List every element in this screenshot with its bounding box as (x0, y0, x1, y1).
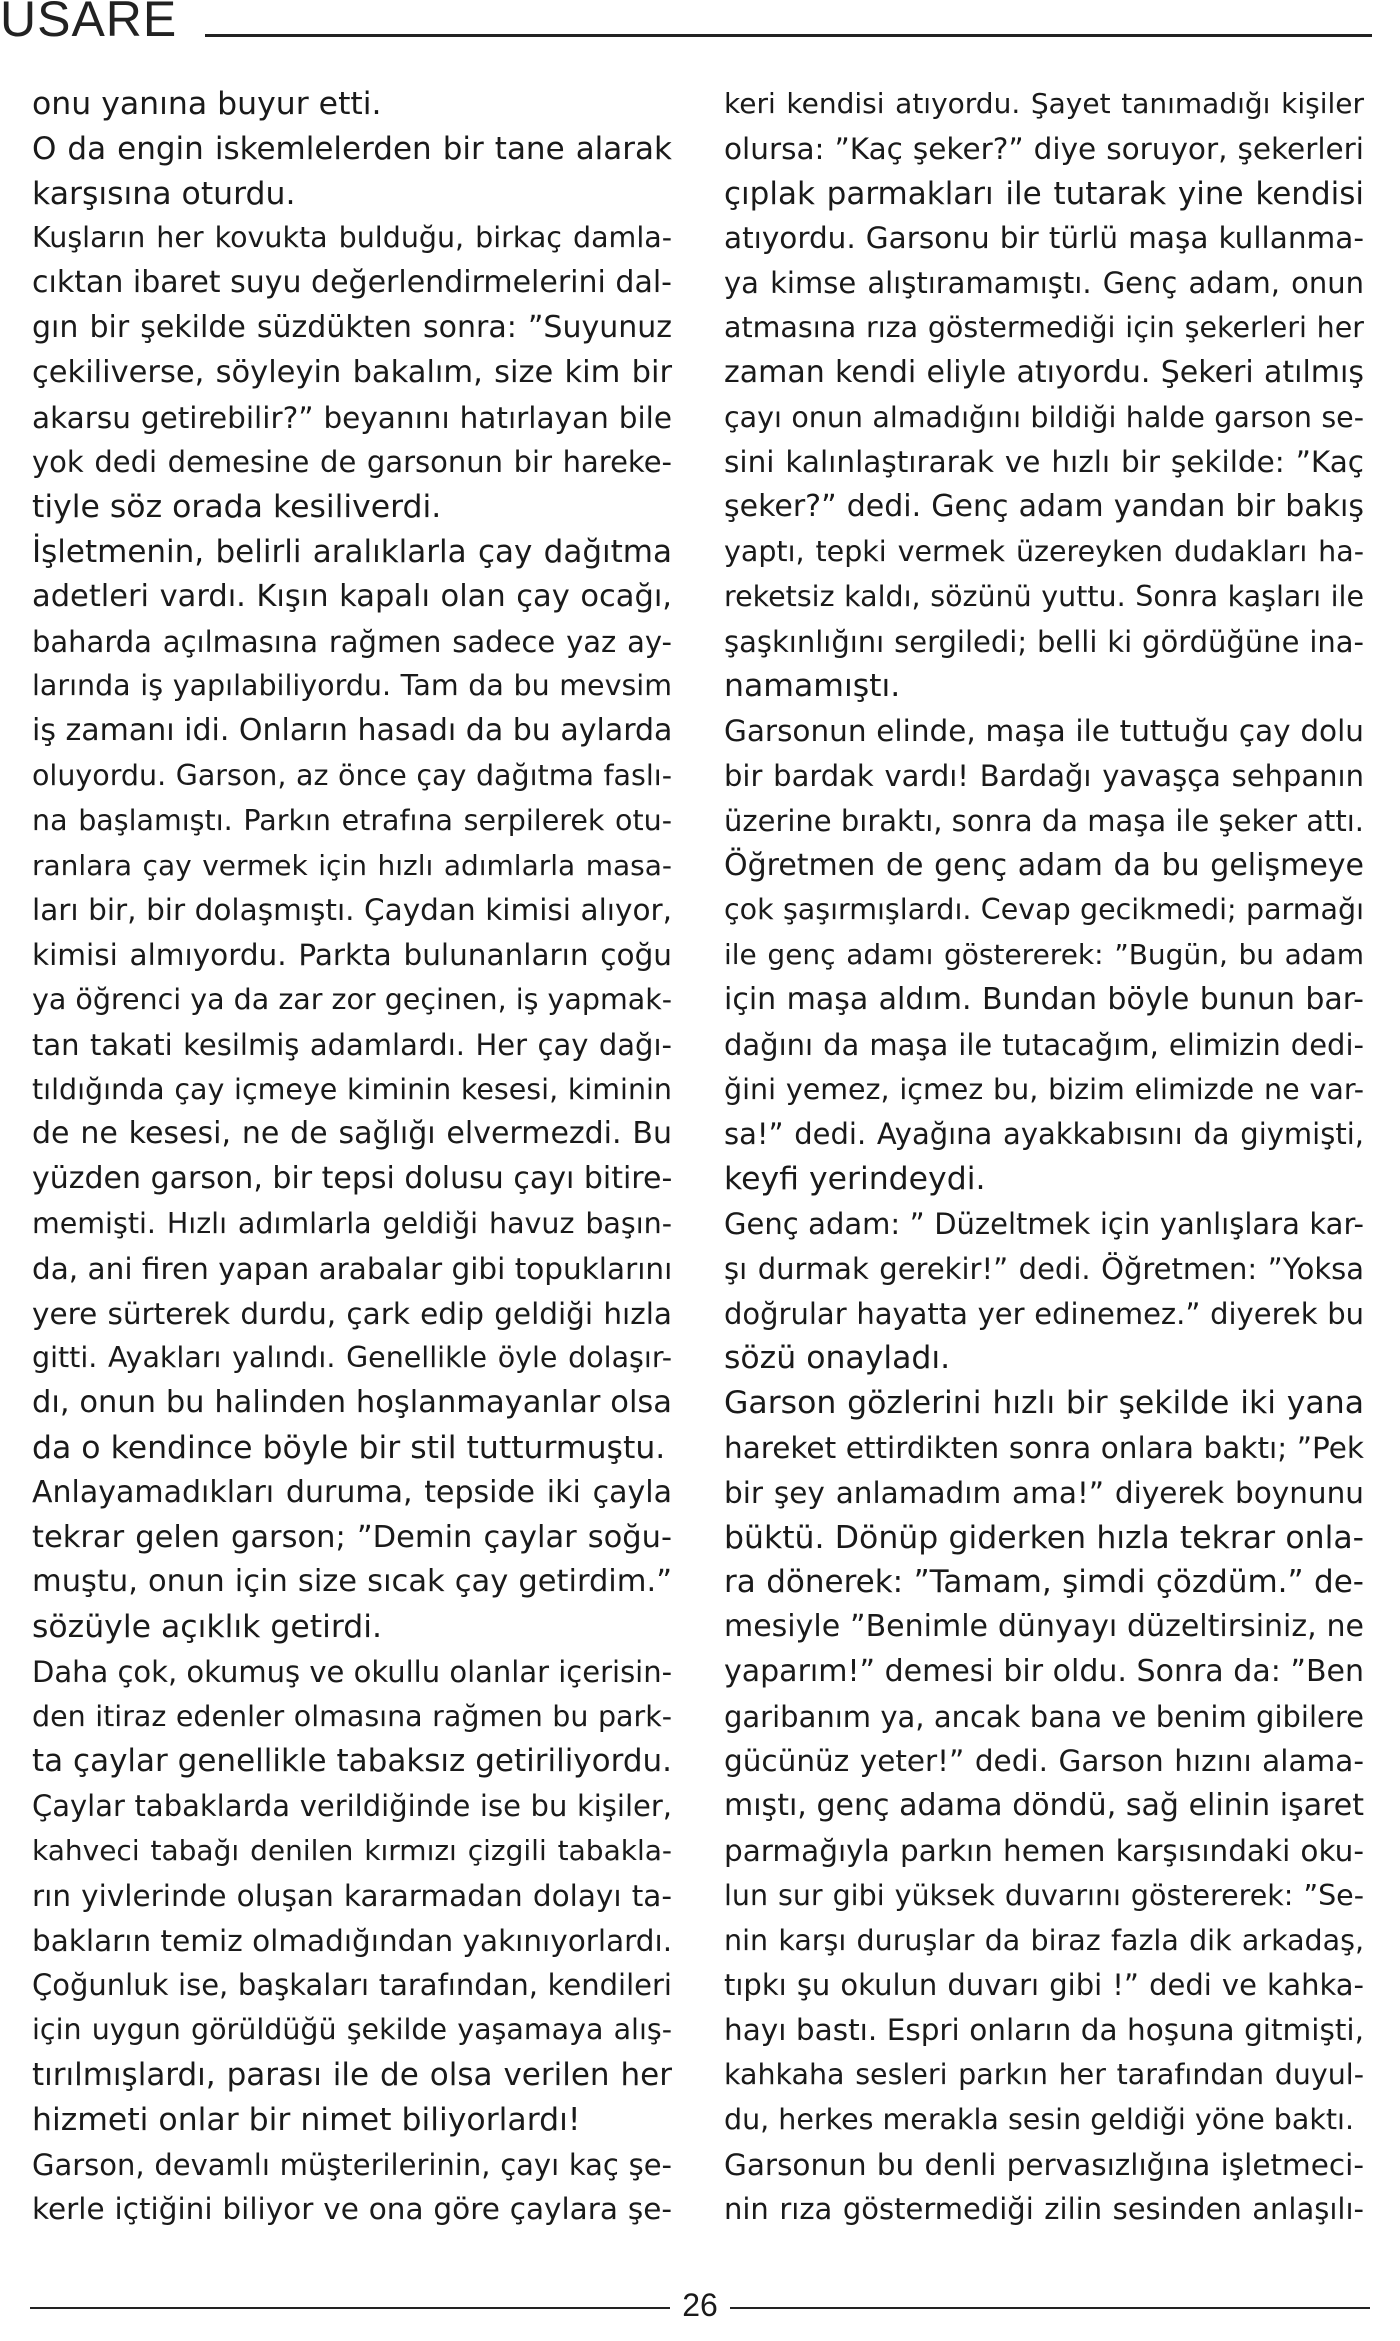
left-column (32, 82, 672, 2232)
text-line: parmağıyla parkın hemen karşısındaki oku- (724, 1834, 1364, 1869)
text-line: Garson gözlerini hızlı bir şekilde iki yana (724, 1385, 1364, 1422)
page-footer (0, 2285, 1400, 2325)
text-line: ra dönerek: ”Tamam, şimdi çözdüm.” de- (724, 1564, 1364, 1601)
text-line: rın yivlerinde oluşan kararmadan dolayı ta- (32, 1878, 672, 1913)
text-line: den itiraz edenler olmasına rağmen bu park- (32, 1699, 672, 1733)
text-line: için maşa aldım. Bundan böyle bunun bar- (724, 981, 1364, 1017)
header-rule (205, 34, 1372, 37)
text-line: yok dedi demesine de garsonun bir hareke- (32, 445, 672, 480)
text-line: baharda açılmasına rağmen sadece yaz ay- (32, 624, 672, 659)
text-line: olursa: ”Kaç şeker?” diye soruyor, şekerleri (724, 131, 1364, 166)
text-line: tıpkı şu okulun duvarı gibi !” dedi ve kahka- (724, 1968, 1364, 2003)
text-line: ya öğrenci ya da zar zor geçinen, iş yapmak- (32, 982, 672, 1016)
text-line: atmasına rıza göstermediği için şekerleri her (724, 310, 1364, 344)
text-line: gın bir şekilde süzdükten sonra: ”Suyunuz (32, 309, 672, 345)
text-line: Çoğunluk ise, başkaları tarafından, kendileri (32, 1968, 672, 2003)
text-line: nin karşı duruşlar da biraz fazla dik arkadaş, (724, 1923, 1364, 1957)
text-line: tırılmışlardı, parası ile de olsa verilen her (32, 2057, 672, 2094)
text-line: larında iş yapılabiliyordu. Tam da bu mevsim (32, 669, 672, 703)
text-line: Garsonun bu denli pervasızlığına işletmeci- (724, 2147, 1364, 2182)
text-line: da o kendince böyle bir stil tutturmuştu. (32, 1429, 666, 1466)
text-line: yüzden garson, bir tepsi dolusu çayı bitire- (32, 1161, 673, 1197)
text-line: ğini yemez, içmez bu, bizim elimizde ne var- (724, 1072, 1364, 1106)
right-column (724, 82, 1364, 2232)
text-line: keyfi yerindeydi. (724, 1161, 986, 1198)
paragraph (32, 216, 672, 530)
text-line: Garsonun elinde, maşa ile tuttuğu çay dolu (724, 714, 1364, 749)
text-line: dağını da maşa ile tutacağım, elimizin dedi- (724, 1027, 1364, 1062)
text-line: ları bir, bir dolaşmıştı. Çaydan kimisi alıyor, (32, 893, 672, 928)
text-line: İşletmenin, belirli aralıklarla çay dağıtma (32, 533, 672, 570)
paragraph (32, 127, 672, 217)
text-line: doğrular hayatta yer edinemez.” diyerek bu (724, 1296, 1364, 1331)
text-line: muştu, onun için size sıcak çay getirdim.” (32, 1564, 672, 1600)
text-line: ile genç adamı göstererek: ”Bugün, bu adam (724, 938, 1364, 972)
text-line: Kuşların her kovukta bulduğu, birkaç damla- (32, 221, 672, 255)
text-line: karşısına oturdu. (32, 175, 296, 212)
text-line: da, ani firen yapan arabalar gibi topuklarını (32, 1251, 673, 1286)
paragraph (724, 1381, 1364, 2143)
text-line: Garson, devamlı müşterilerinin, çayı kaç şe- (32, 2147, 672, 2182)
text-line: kahveci tabağı denilen kırmızı çizgili tabakla- (32, 1834, 672, 1868)
text-line: memişti. Hızlı adımlarla geldiği havuz başın- (32, 1206, 672, 1240)
text-line: iş zamanı idi. Onların hasadı da bu aylarda (32, 713, 673, 749)
text-line: mıştı, genç adama döndü, sağ elinin işaret (724, 1788, 1364, 1824)
text-line: yaparım!” demesi bir oldu. Sonra da: ”Ben (724, 1653, 1364, 1689)
paragraph (32, 1650, 672, 2143)
text-line: şaşkınlığını sergiledi; belli ki gördüğüne ina- (724, 624, 1364, 659)
paragraph (32, 82, 672, 127)
text-line: atıyordu. Garsonu bir türlü maşa kullanma- (724, 221, 1364, 256)
text-line: onu yanına buyur etti. (32, 86, 382, 122)
text-line: çok şaşırmışlardı. Cevap gecikmedi; parmağı (724, 893, 1364, 927)
text-line: sini kalınlaştırarak ve hızlı bir şekilde: ”Kaç (724, 445, 1364, 480)
paragraph (724, 82, 1364, 709)
text-line: oluyordu. Garson, az önce çay dağıtma faslı- (32, 758, 672, 792)
text-line: na başlamıştı. Parkın etrafına serpilerek otu- (32, 803, 672, 837)
text-line: sözü onayladı. (724, 1340, 951, 1377)
text-line: çıplak parmakları ile tutarak yine kendisi (724, 175, 1364, 212)
text-line: kerle içtiğini biliyor ve ona göre çaylara şe- (32, 2192, 672, 2227)
text-line: Öğretmen de genç adam da bu gelişmeye (724, 847, 1364, 883)
text-line: tıldığında çay içmeye kiminin kesesi, kiminin (32, 1072, 672, 1106)
text-line: lun sur gibi yüksek duvarını göstererek: ”Se- (724, 1878, 1364, 1912)
text-line: kahkaha sesleri parkın her tarafından duyul- (724, 2058, 1364, 2092)
text-line: ya kimse alıştıramamıştı. Genç adam, onun (724, 266, 1364, 301)
page-header (0, 0, 1400, 52)
text-line: ranlara çay vermek için hızlı adımlarla masa- (32, 848, 672, 882)
text-line: yere sürterek durdu, çark edip geldiği hızla (32, 1296, 672, 1331)
text-line: bakların temiz olmadığından yakınıyorlardı. (32, 1923, 673, 1958)
text-line: bir şey anlamadım ama!” diyerek boynunu (724, 1475, 1364, 1510)
text-line: sa!” dedi. Ayağına ayakkabısını da giymişti, (724, 1117, 1364, 1152)
text-line: tiyle söz orada kesiliverdi. (32, 489, 442, 526)
text-line: dı, onun bu halinden hoşlanmayanlar olsa (32, 1385, 672, 1421)
text-line: zaman kendi eliyle atıyordu. Şekeri atılmış (724, 354, 1364, 390)
text-line: namamıştı. (724, 668, 901, 705)
text-line: çekiliverse, söyleyin bakalım, size kim bir (32, 354, 672, 390)
text-line: kimisi almıyordu. Parkta bulunanların çoğu (32, 938, 672, 973)
text-line: şı durmak gerekir!” dedi. Öğretmen: ”Yoksa (724, 1251, 1364, 1286)
text-line: gücünüz yeter!” dedi. Garson hızını alama- (724, 1744, 1364, 1779)
text-line: şeker?” dedi. Genç adam yandan bir bakış (724, 489, 1364, 525)
text-line: ta çaylar genellikle tabaksız getiriliyordu. (32, 1743, 672, 1780)
paragraph (32, 1471, 672, 1650)
text-line: garibanım ya, ancak bana ve benim gibilere (724, 1699, 1364, 1734)
text-line: Çaylar tabaklarda verildiğinde ise bu kişiler, (32, 1789, 672, 1824)
text-line: adetleri vardı. Kışın kapalı olan çay ocağı, (32, 578, 672, 614)
text-line: reketsiz kaldı, sözünü yuttu. Sonra kaşları ile (724, 579, 1364, 613)
text-line: cıktan ibaret suyu değerlendirmelerini dal- (32, 265, 672, 301)
text-line: nin rıza göstermediği zilin sesinden anlaşılı- (724, 2192, 1364, 2227)
text-line: mesiyle ”Benimle dünyayı düzeltirsiniz, ne (724, 1609, 1364, 1645)
paragraph (32, 2143, 672, 2233)
text-line: du, herkes merakla sesin geldiği yöne baktı. (724, 2102, 1355, 2136)
text-line: üzerine bıraktı, sonra da maşa ile şeker attı. (724, 803, 1364, 838)
paragraph (724, 709, 1364, 1202)
page-number: 26 (682, 2287, 718, 2323)
text-line: de ne kesesi, ne de sağlığı elvermezdi. Bu (32, 1116, 672, 1152)
text-line: tekrar gelen garson; ”Demin çaylar soğu- (32, 1519, 672, 1555)
text-line: yaptı, tepki vermek üzereyken dudakları ha- (724, 534, 1364, 568)
text-line: akarsu getirebilir?” beyanını hatırlayan bile (32, 400, 672, 435)
footer-rule-right (730, 2307, 1370, 2309)
text-line: Anlayamadıkları duruma, tepside iki çayla (32, 1474, 672, 1510)
text-line: sözüyle açıklık getirdi. (32, 1609, 382, 1646)
paragraph (32, 530, 672, 1471)
text-line: hayı bastı. Espri onların da hoşuna gitmişti, (724, 2013, 1364, 2048)
text-line: için uygun görüldüğü şekilde yaşamaya alış- (32, 2013, 672, 2047)
text-line: Daha çok, okumuş ve okullu olanlar içerisin- (32, 1654, 673, 1689)
paragraph (724, 2143, 1364, 2233)
text-line: hizmeti onlar bir nimet biliyorlardı! (32, 2101, 581, 2138)
text-line: büktü. Dönüp giderken hızla tekrar onla- (724, 1519, 1364, 1556)
text-line: keri kendisi atıyordu. Şayet tanımadığı kişiler (724, 87, 1364, 120)
paragraph (724, 1202, 1364, 1381)
text-line: bir bardak vardı! Bardağı yavaşça sehpanın (724, 758, 1364, 793)
text-line: hareket ettirdikten sonra onlara baktı; ”Pek (724, 1430, 1364, 1465)
magazine-title: USARE (0, 0, 178, 47)
text-line: çayı onun almadığını bildiği halde garson se- (724, 400, 1364, 434)
text-line: gitti. Ayakları yalındı. Genellikle öyle dolaşır- (32, 1341, 672, 1375)
text-line: Genç adam: ” Düzeltmek için yanlışlara kar- (724, 1206, 1364, 1241)
text-line: O da engin iskemlelerden bir tane alarak (32, 130, 672, 167)
text-line: tan takati kesilmiş adamlardı. Her çay dağı- (32, 1027, 672, 1062)
